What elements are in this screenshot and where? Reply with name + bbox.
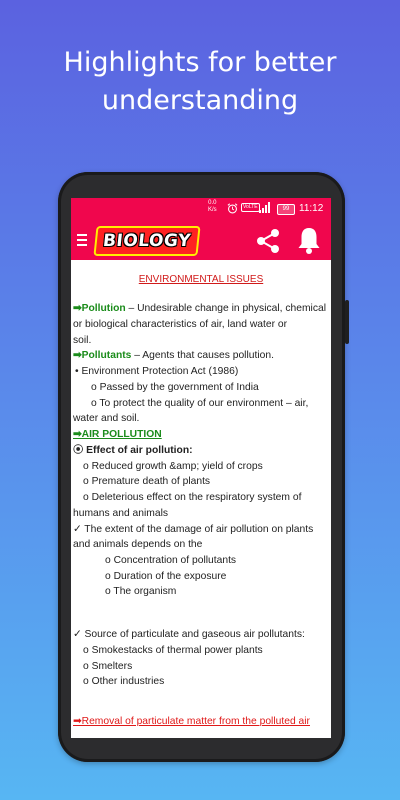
air-pollution-heading: ➡AIR POLLUTION <box>73 429 162 440</box>
extent-text-1: ✓ The extent of the damage of air pollution on plants <box>73 524 314 535</box>
bell-icon[interactable] <box>297 226 321 254</box>
removal-heading-partial: ➡Removal of particulate matter from the polluted air <box>73 716 310 727</box>
menu-icon[interactable] <box>77 234 87 247</box>
alarm-icon <box>227 203 238 214</box>
app-screen <box>71 198 331 738</box>
app-toolbar <box>71 220 331 260</box>
status-clock: 11:12 <box>299 203 324 214</box>
pollution-text-3: soil. <box>73 335 92 346</box>
act-subitem-1: o Passed by the government of India <box>91 382 259 393</box>
effect-heading: ⦿ Effect of air pollution: <box>73 445 193 456</box>
source-item-3: o Other industries <box>83 676 165 687</box>
pollution-term: ➡Pollution <box>73 303 126 314</box>
share-icon[interactable] <box>255 228 281 254</box>
pollutants-text: – Agents that causes pollution. <box>131 350 274 361</box>
pollutants-definition <box>73 348 274 364</box>
effect-item-3: o Deleterious effect on the respiratory system of <box>83 492 302 503</box>
promo-headline <box>0 44 400 120</box>
factor-item-3: o The organism <box>105 586 177 597</box>
pollution-text-2: or biological characteristics of air, land water or <box>73 319 288 330</box>
headline-line-1: Highlights for better <box>63 47 337 78</box>
source-heading: ✓ Source of particulate and gaseous air pollutants: <box>73 629 305 640</box>
article-title: ENVIRONMENTAL ISSUES <box>138 274 264 285</box>
pollutants-term: ➡Pollutants <box>73 350 132 361</box>
effect-item-3-cont: humans and animals <box>73 508 169 519</box>
biology-logo: BIOLOGY <box>93 226 200 256</box>
factor-item-2: o Duration of the exposure <box>105 571 227 582</box>
signal-icon <box>259 202 271 213</box>
article-content <box>71 260 331 738</box>
network-speed: 0.0 K/s <box>208 200 217 213</box>
source-item-1: o Smokestacks of thermal power plants <box>83 645 263 656</box>
act-item: • Environment Protection Act (1986) <box>75 366 239 377</box>
phone-side-button <box>345 300 349 344</box>
act-subitem-2-cont: water and soil. <box>73 413 140 424</box>
effect-item-1: o Reduced growth &amp; yield of crops <box>83 461 263 472</box>
factor-item-1: o Concentration of pollutants <box>105 555 237 566</box>
effect-item-2: o Premature death of plants <box>83 476 211 487</box>
battery-icon <box>277 204 295 215</box>
battery-level: 99 <box>282 206 290 212</box>
pollution-text-1: – Undesirable change in physical, chemical <box>125 303 326 314</box>
act-subitem-2: o To protect the quality of our environment – air, <box>91 398 309 409</box>
extent-text-2: and animals depends on the <box>73 539 203 550</box>
pollution-definition <box>73 301 326 317</box>
headline-line-2: understanding <box>101 85 299 116</box>
status-bar <box>71 198 331 220</box>
source-item-2: o Smelters <box>83 661 133 672</box>
volte-badge: VoLTE <box>243 204 258 210</box>
